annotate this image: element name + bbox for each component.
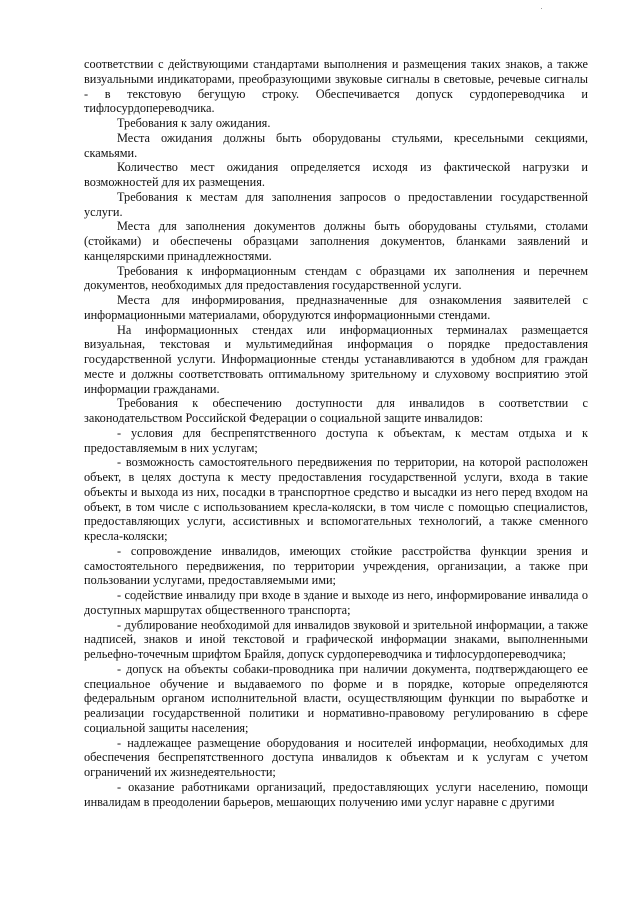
paragraph-info-places: Места для информирования, предназначенные для ознакомления заявителей с информационными материалами, оборудуются информационными стендами. (84, 293, 588, 322)
list-item-movement: - возможность самостоятельного передвижения по территории, на которой расположен объект, в целях доступа к месту предоставления государственной услуги, входа в такие объекты и выхода из них, посадки в транспортное средство и высадки из него перед входом на объект, в том числе с использованием кресла-коляски, в том числе с помощью специалистов, предоставляющих услуги, ассистивных и вспомогательных технологий, а также сменного кресла-коляски; (84, 455, 588, 543)
list-item-staff-assistance: - оказание работниками организаций, предоставляющих услуги населению, помощи инвалидам в преодолении барьеров, мешающих получению ими услуг наравне с другими (84, 779, 588, 809)
paragraph-info-stands-heading: Требования к информационным стендам с образцами их заполнения и перечнем документов, необходимых для предоставления государственной услуги. (84, 263, 588, 293)
list-item-guide-dog: - допуск на объекты собаки-проводника при наличии документа, подтверждающего ее специальное обучение и выдаваемого по форме и в порядке, которые определяются федеральным органом исполнительной власти, осуществляющим функции по выработке и реализации государственной политики и нормативно-правовому регулированию в сфере социальной защиты населения; (84, 661, 588, 735)
list-item-entrance-assistance: - содействие инвалиду при входе в здание и выходе из него, информирование инвалида о доступных маршрутах общественного транспорта; (84, 588, 588, 617)
paragraph-accessibility-heading: Требования к обеспечению доступности для инвалидов в соответствии с законодательством Российской Федерации о социальной защите инвалидов: (84, 396, 588, 425)
paragraph-waiting-seats: Места ожидания должны быть оборудованы стульями, кресельными секциями, скамьями. (84, 130, 588, 160)
paragraph-request-places-heading: Требования к местам для заполнения запросов о предоставлении государственной услуги. (84, 189, 588, 219)
paragraph-info-stands: На информационных стендах или информационных терминалах размещается визуальная, текстовая и мультимедийная информация о порядке предоставления государственной услуги. Информационные стенды устанавливаются в удобном для граждан месте и должны соответствовать оптимальному зрительному и слуховому восприятию этой информации гражданами. (84, 322, 588, 396)
paragraph-waiting-hall-heading: Требования к залу ожидания. (117, 116, 271, 130)
scan-speck (541, 8, 542, 9)
paragraph-request-places: Места для заполнения документов должны быть оборудованы стульями, столами (стойками) и обеспечены образцами заполнения документов, бланками заявлений и канцелярскими принадлежностями. (84, 219, 588, 263)
paragraph-continuation: соответствии с действующими стандартами выполнения и размещения таких знаков, а также визуальными индикаторами, преобразующими звуковые сигналы в световые, речевые сигналы - в текстовую бегущую строку. Обеспечивается допуск сурдопереводчика и тифлосурдопереводчика. (84, 57, 588, 116)
list-item-equipment-placement: - надлежащее размещение оборудования и носителей информации, необходимых для обеспечения беспрепятственного доступа инвалидов к объектам и к услугам с учетом ограничений их жизнедеятельности; (84, 735, 588, 779)
list-item-access-conditions: - условия для беспрепятственного доступа к объектам, к местам отдыха и к предоставляемым в них услугам; (84, 425, 588, 455)
document-page (84, 57, 588, 809)
list-item-escort: - сопровождение инвалидов, имеющих стойкие расстройства функции зрения и самостоятельного передвижения, по территории учреждения, организации, а также при пользовании услугами, предоставляемыми ими; (84, 543, 588, 588)
list-item-information-duplication: - дублирование необходимой для инвалидов звуковой и зрительной информации, а также надписей, знаков и иной текстовой и графической информации знаками, выполненными рельефно-точечным шрифтом Брайля, допуск сурдопереводчика и тифлосурдопереводчика; (84, 617, 588, 661)
paragraph-waiting-count: Количество мест ожидания определяется исходя из фактической нагрузки и возможностей для их размещения. (84, 160, 588, 189)
